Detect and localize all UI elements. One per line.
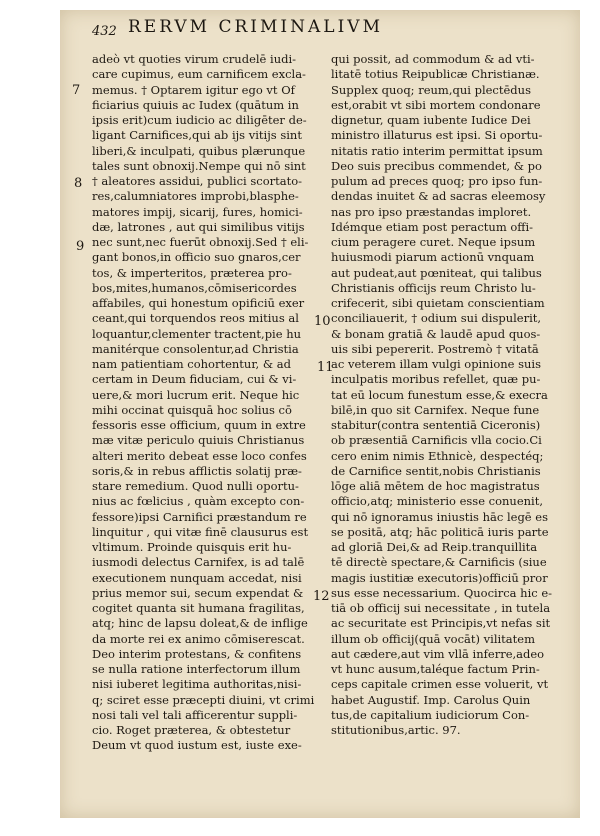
text-line: ac securitate est Principis,vt nefas sit (331, 616, 551, 631)
text-line: tus,de capitalium iudiciorum Con- (331, 707, 530, 722)
text-line: manitérque consolentur,ad Christia (92, 341, 299, 356)
text-line: care cupimus, eum carnificem excla- (92, 67, 306, 82)
text-line: gant bonos,in officio suo gnaros,cer (92, 250, 301, 265)
text-line: tales sunt obnoxij.Nempe qui nō sint (92, 158, 306, 173)
margin-number-7: 7 (72, 83, 81, 98)
text-line: sus esse necessarium. Quocirca hic e- (331, 585, 553, 600)
text-line: est,orabit vt sibi mortem condonare (331, 97, 541, 112)
running-title: RERVM CRIMINALIVM (128, 17, 383, 37)
text-line: stabitur(contra sententiā Ciceronis) (331, 418, 541, 432)
margin-number-9: 9 (76, 239, 85, 254)
text-line: † aleatores assidui, publici scortato- (92, 174, 303, 188)
text-line: res,calumniatores improbi,blasphe- (92, 189, 299, 204)
text-line: nius ac fœlicius , quàm excepto con- (92, 494, 305, 509)
text-line: bos,mites,humanos,cōmisericordes (92, 280, 297, 295)
text-line: da morte rei ex animo cōmiserescat. (92, 631, 305, 646)
text-line: dendas inuitet & ad sacras eleemosy (331, 189, 546, 204)
text-line: nitatis ratio interim permittat ipsum (331, 143, 543, 158)
text-line: Christianis officijs reum Christo lu- (331, 280, 536, 295)
text-line: huiusmodi piarum actionū vnquam (331, 250, 535, 265)
text-line: atq; hinc de lapsu doleat,& de inflige (92, 616, 308, 631)
text-line: aut pudeat,aut pœniteat, qui talibus (331, 265, 542, 280)
text-line: vltimum. Proinde quisquis erit hu- (92, 540, 292, 554)
text-line: tē directè spectare,& Carnificis (siue (331, 555, 547, 570)
text-line: liberi,& inculpati, quibus plærunque (92, 143, 306, 158)
text-line: stitutionibus,artic. 97. (331, 723, 461, 737)
text-line: linquitur , qui vitæ finē clausurus est (92, 524, 309, 539)
text-line: lōge aliā mētem de hoc magistratus (331, 479, 540, 493)
margin-number-12: 12 (313, 589, 330, 604)
text-line: nec sunt,nec fuerūt obnoxij.Sed † eli- (92, 235, 309, 249)
text-line: ceps capitale crimen esse voluerit, vt (331, 677, 549, 692)
text-line: alteri merito debeat esse loco confes (92, 448, 307, 463)
text-line: tiā ob officij sui necessitate , in tutela (331, 601, 551, 615)
right-text-column (331, 52, 579, 738)
text-line: Deo interim protestans, & confitens (92, 646, 302, 661)
text-line: ficiarius quiuis ac Iudex (quātum in (92, 97, 299, 112)
text-line: illum ob officij(quā vocāt) vilitatem (331, 631, 535, 646)
margin-number-10: 10 (314, 314, 331, 329)
text-line: se nulla ratione interfectorum illum (92, 662, 301, 676)
text-line: nas pro ipso præstandas imploret. (331, 204, 532, 219)
text-line: Deo suis precibus commendet, & po (331, 158, 542, 173)
text-line: crifecerit, sibi quietam conscientiam (331, 296, 545, 310)
text-line: fessoris esse officium, quum in extre (92, 418, 306, 432)
text-line: uis sibi pepererit. Postremò † vitatā (331, 341, 539, 356)
page-number: 432 (92, 24, 117, 39)
text-line: officio,atq; ministerio esse conuenit, (331, 494, 544, 509)
text-line: adeò vt quoties virum crudelē iudi- (92, 52, 297, 66)
text-line: dignetur, quam iubente Iudice Dei (331, 113, 531, 127)
margin-number-8: 8 (74, 176, 83, 191)
text-line: vt hunc ausum,taléque factum Prin- (331, 662, 540, 676)
text-line: conciliauerit, † odium sui dispulerit, (331, 311, 542, 326)
text-line: ligant Carnifices,qui ab ijs vitijs sint (92, 128, 302, 143)
text-line: cium peragere curet. Neque ipsum (331, 235, 536, 249)
text-line: ob præsentiā Carnificis vlla cocio.Ci (331, 433, 542, 448)
text-line: q; sciret esse præcepti diuini, vt crimi (92, 692, 315, 707)
text-line: litatē totius Reipublicæ Christianæ. (331, 67, 540, 82)
text-line: matores impij, sicarij, fures, homici- (92, 204, 303, 219)
text-line: qui possit, ad commodum & ad vti- (331, 52, 535, 66)
text-line: ipsis erit)cum iudicio ac diligēter de- (92, 113, 307, 127)
text-line: certam in Deum fiduciam, cui & vi- (92, 372, 297, 387)
text-line: soris,& in rebus afflictis solatij præ- (92, 463, 302, 478)
margin-number-11: 11 (317, 360, 334, 375)
text-line: nosi tali vel tali afficerentur suppli- (92, 707, 298, 722)
text-line: mæ vitæ periculo quiuis Christianus (92, 433, 305, 448)
text-line: bilē,in quo sit Carnifex. Neque fune (331, 402, 540, 417)
text-line: Supplex quoq; reum,qui plectēdus (331, 82, 531, 97)
text-line: qui nō ignoramus iniustis hāc legē es (331, 509, 548, 524)
text-line: inculpatis moribus refellet, quæ pu- (331, 372, 541, 387)
text-line: affabiles, qui honestum opificiū exer (92, 296, 305, 310)
text-line: nisi iuberet legitima authoritas,nisi- (92, 677, 302, 692)
text-line: executionem nunquam accedat, nisi (92, 570, 302, 585)
text-line: tos, & imperteritos, præterea pro- (92, 265, 292, 280)
text-line: aut cædere,aut vim vllā inferre,adeo (331, 646, 545, 661)
text-line: ceant,qui torquendos reos mitius al (92, 311, 299, 326)
text-line: prius memor sui, secum expendat & (92, 585, 304, 600)
text-line: & bonam gratiā & laudē apud quos- (331, 326, 541, 341)
text-line: ministro illaturus est ipsi. Si oportu- (331, 128, 543, 143)
text-line: habet Augustif. Imp. Carolus Quin (331, 692, 531, 707)
text-line: cio. Roget præterea, & obtestetur (92, 723, 291, 737)
text-line: nam patientiam cohortentur, & ad (92, 357, 291, 371)
text-line: iusmodi delectus Carnifex, is ad talē (92, 555, 305, 570)
text-line: loquantur,clementer tractent,pie hu (92, 326, 302, 341)
text-line: magis iustitiæ executoris)officiū pror (331, 570, 548, 585)
text-line: se positā, atq; hāc politicā iuris parte (331, 524, 549, 539)
text-line: pulum ad preces quoq; pro ipso fun- (331, 174, 543, 188)
text-line: memus. † Optarem igitur ego vt Of (92, 82, 295, 97)
text-line: dæ, latrones , aut qui similibus vitijs (92, 219, 305, 234)
left-text-column (92, 52, 328, 754)
text-line: stare remedium. Quod nulli oportu- (92, 479, 299, 493)
text-line: ac veterem illam vulgi opinione suis (331, 357, 541, 371)
text-line: uere,& mori lucrum erit. Neque hic (92, 387, 300, 402)
text-line: mihi occinat quisquā hoc solius cō (92, 402, 292, 417)
text-line: de Carnifice sentit,nobis Christianis (331, 463, 541, 478)
text-line: tat eū locum funestum esse,& execra (331, 387, 548, 402)
text-line: cero enim nimis Ethnicè, despectéq; (331, 448, 544, 463)
text-line: fessore)ipsi Carnifici præstandum re (92, 509, 307, 524)
text-line: Deum vt quod iustum est, iuste exe- (92, 738, 302, 753)
text-line: ad gloriā Dei,& ad Reip.tranquillita (331, 540, 538, 554)
text-line: cogitet quanta sit humana fragilitas, (92, 601, 305, 615)
text-line: Idémque etiam post peractum offi- (331, 219, 534, 234)
